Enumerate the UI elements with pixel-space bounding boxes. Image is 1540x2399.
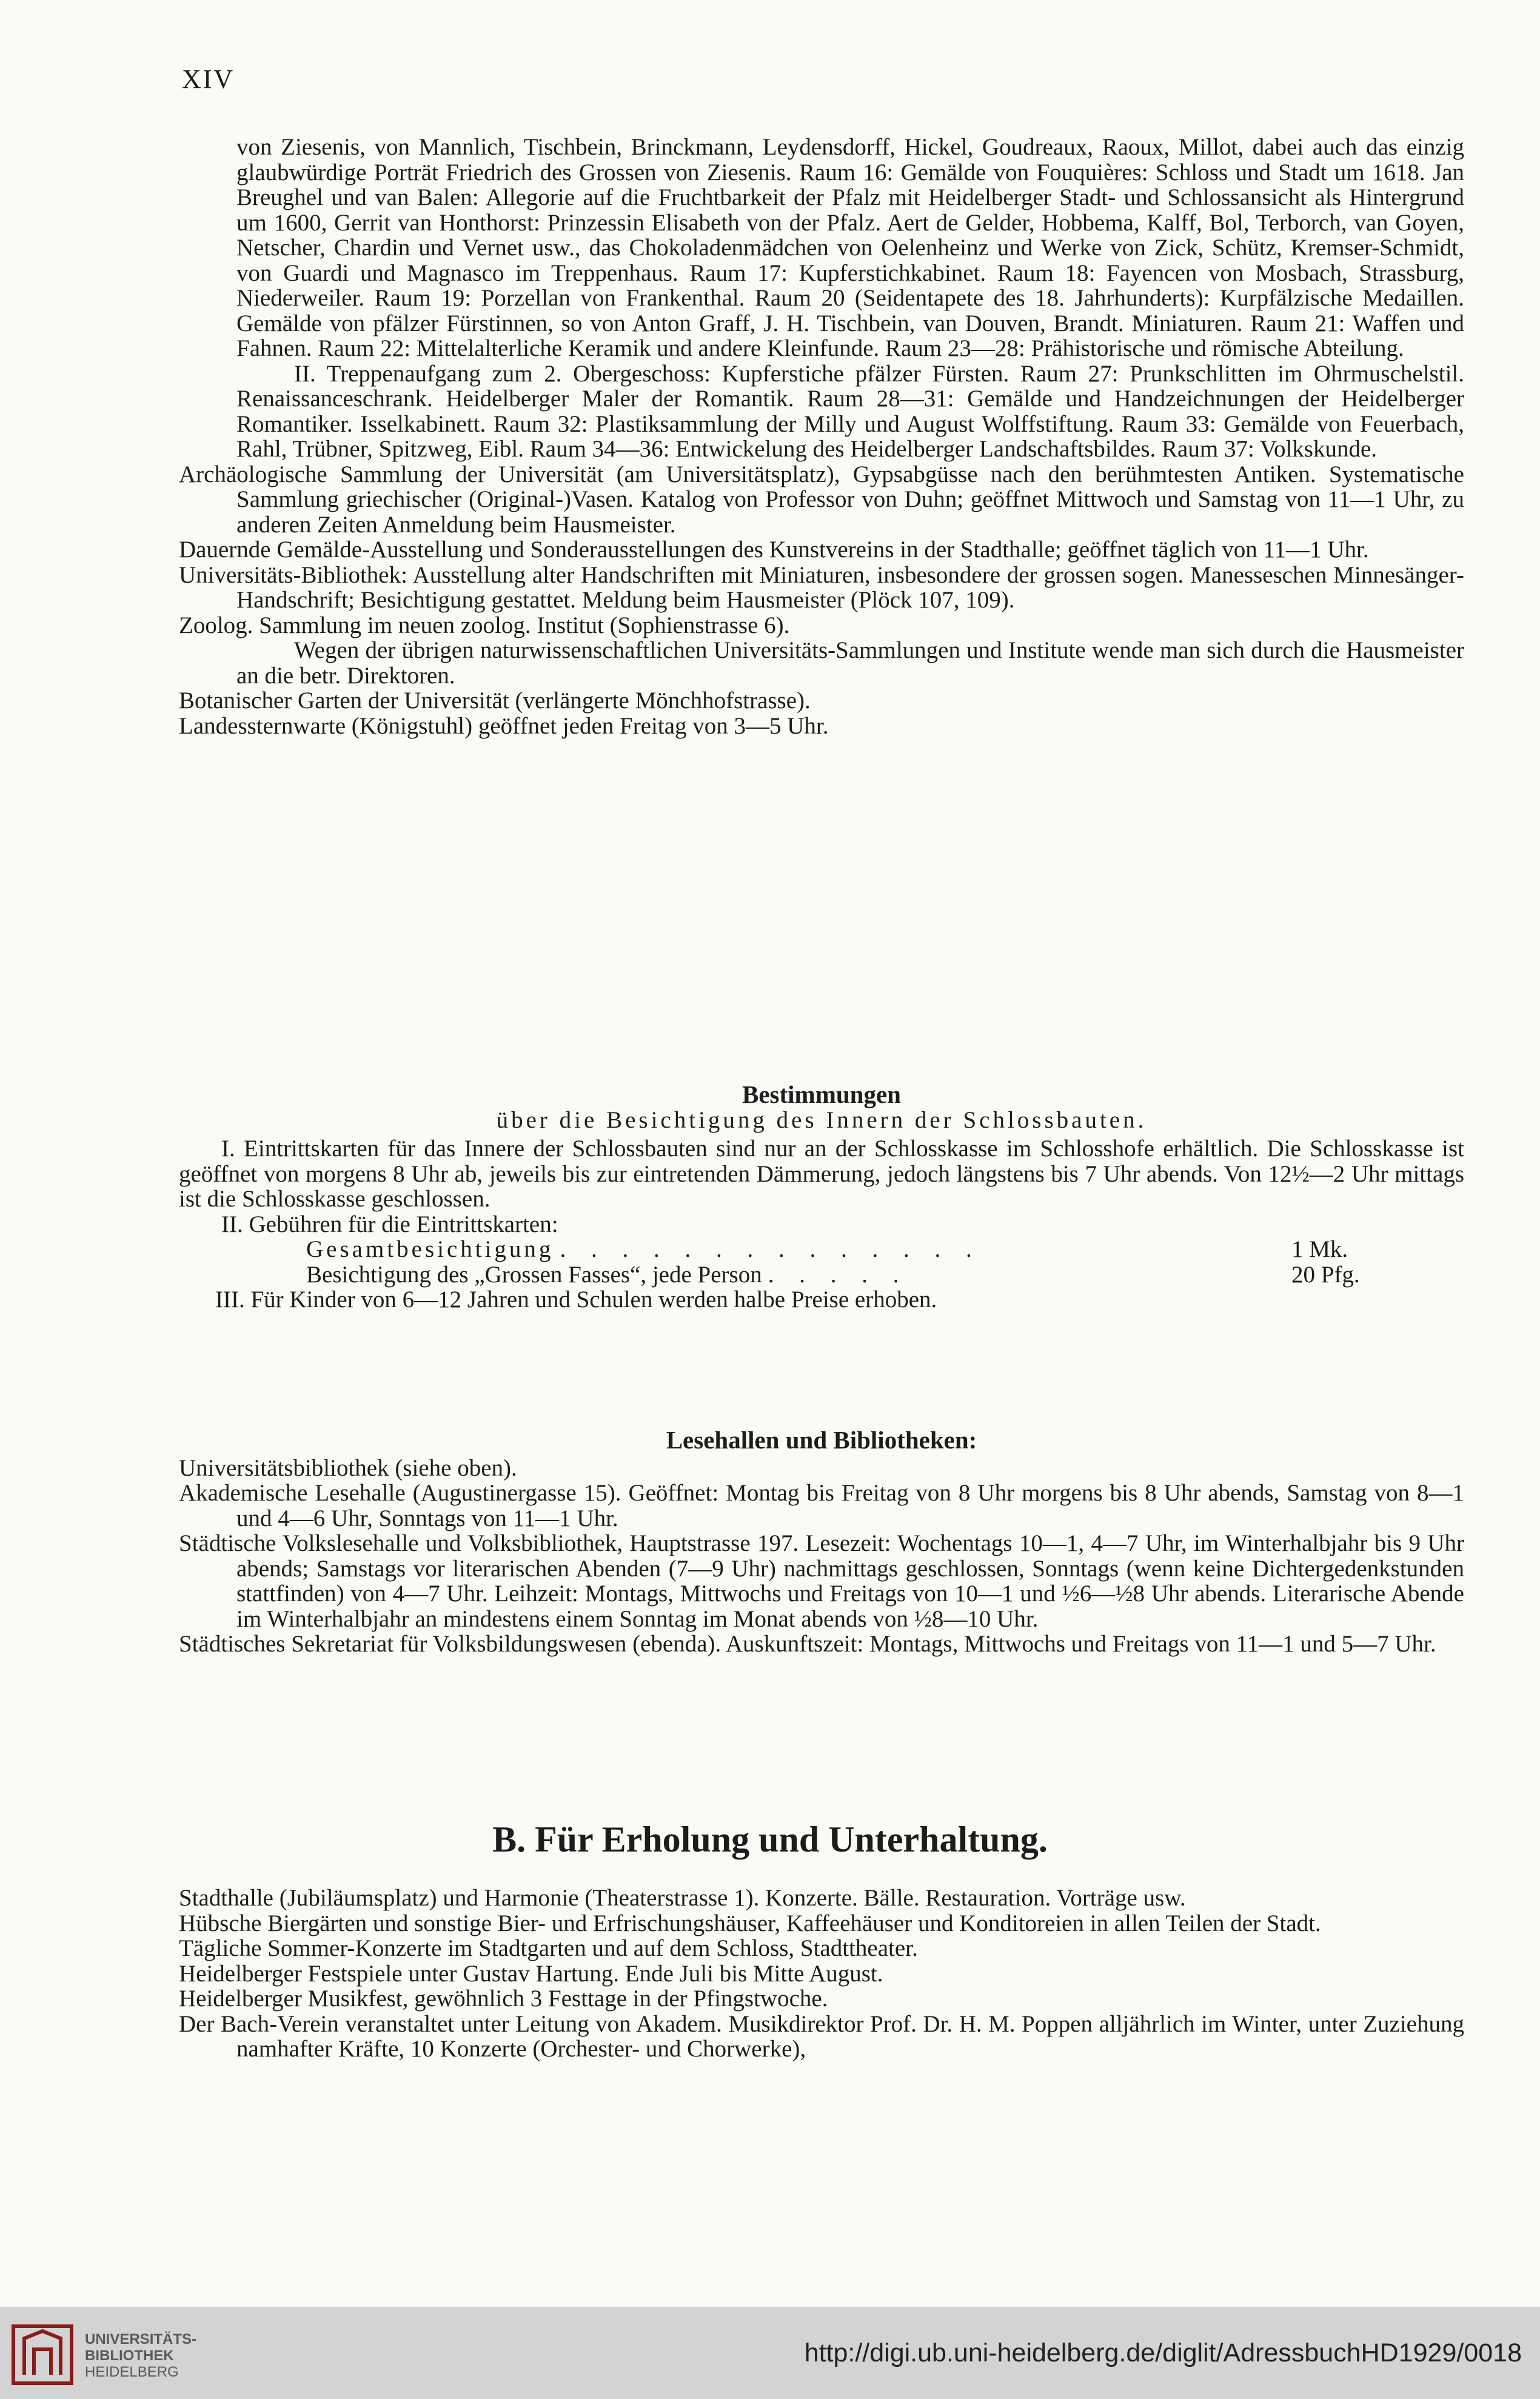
bestimmungen-subtitle: über die Besichtigung des Innern der Schlossbauten. bbox=[496, 1106, 1147, 1133]
footer-bar bbox=[0, 2307, 1540, 2399]
library-name-line: HEIDELBERG bbox=[85, 2364, 179, 2380]
page-number: XIV bbox=[182, 64, 235, 94]
paragraph-botanical: Botanischer Garten der Universität (verlängerte Mönchhofstrasse). bbox=[179, 688, 811, 714]
bestimmungen-item2-title: II. Gebühren für die Eintrittskarten: bbox=[221, 1211, 558, 1237]
library-name bbox=[85, 2331, 196, 2380]
section-b bbox=[179, 1885, 1464, 2062]
section-b-title: B. Für Erholung und Unterhaltung. bbox=[492, 1819, 1048, 1859]
lesehallen-title: Lesehallen und Bibliotheken: bbox=[666, 1426, 977, 1454]
lesehallen-section bbox=[179, 1428, 1464, 1657]
bestimmungen-title: Bestimmungen bbox=[742, 1080, 901, 1108]
section-b-entry: Hübsche Biergärten und sonstige Bier- und Erfrischungshäuser, Kaffeehäuser und Konditoreien in allen Teilen der Stadt. bbox=[179, 1910, 1321, 1936]
fee-row bbox=[306, 1237, 1391, 1262]
paragraph-rooms: von Ziesenis, von Mannlich, Tischbein, Brinckmann, Leydensdorff, Hickel, Goudreaux, Raoux, Millot, dabei auch das einzig glaubwürdige Porträt Friedrich des Grossen von Ziesenis. Raum 16: Gemälde von Fouquières: Schloss und Stadt um 1618. Jan Breughel und van Balen: Allegorie auf die Fruchtbarkeit der Pfalz mit Heidelberger Stadt- und Schlossansicht als Hintergrund um 1600, Gerrit van Honthorst: Prinzessin Elisabeth von der Pfalz. Aert de Gelder, Hobbema, Kalff, Bol, Terborch, van Goyen, Netscher, Chardin und Vernet usw., das Chokoladenmädchen von Oelenheinz und Werke von Zick, Schütz, Kremser-Schmidt, von Guardi und Magnasco im Treppenhaus. Raum 17: Kupferstichkabinet. Raum 18: Fayencen von Mosbach, Strassburg, Niederweiler. Raum 19: Porzellan von Frankenthal. Raum 20 (Seidentapete des 18. Jahrhunderts): Kurpfälzische Medaillen. Gemälde von pfälzer Fürstinnen, so von Anton Graff, J. H. Tischbein, van Douven, Brandt. Miniaturen. Raum 21: Waffen und Fahnen. Raum 22: Mittelalterliche Keramik und andere Kleinfunde. Raum 23—28: Prähistorische und römische Abteilung. bbox=[236, 134, 1464, 361]
fee-label: Besichtigung des „Grossen Fasses“, jede Person bbox=[306, 1261, 762, 1288]
section-b-entry: Heidelberger Festspiele unter Gustav Hartung. Ende Juli bis Mitte August. bbox=[179, 1960, 883, 1987]
fee-price: 20 Pfg. bbox=[1291, 1261, 1360, 1288]
museum-section bbox=[179, 135, 1464, 738]
fee-table bbox=[179, 1237, 1391, 1287]
section-b-entry: Der Bach-Verein veranstaltet unter Leitung von Akadem. Musikdirektor Prof. Dr. H. M. Poppen alljährlich im Winter, unter Zuziehung namhafter Kräfte, 10 Konzerte (Orchester- und Chorwerke), bbox=[179, 2010, 1464, 2062]
lesehallen-entry: Städtische Volkslesehalle und Volksbibliothek, Hauptstrasse 197. Lesezeit: Wochentags 10—1, 4—7 Uhr, im Winterhalbjahr bis 9 Uhr abends; Samstags vor literarischen Abenden (7—9 Uhr) nachmittags geschlossen, Sonntags (wenn keine Dichtergedenkstunden stattfinden) von 4—7 Uhr. Leihzeit: Montags, Mittwochs und Freitags von 10—1 und ½6—½8 Uhr abends. Literarische Abende im Winterhalbjahr an mindestens einem Sonntag im Monat abends von ½8—10 Uhr. bbox=[179, 1530, 1464, 1632]
fee-row bbox=[306, 1262, 1391, 1288]
paragraph-library: Universitäts-Bibliothek: Ausstellung alter Handschriften mit Miniaturen, insbesondere der grossen sogen. Manesseschen Minnesänger-Handschrift; Besichtigung gestattet. Meldung beim Hausmeister (Plöck 107, 109). bbox=[179, 561, 1464, 613]
section-b-entry: Stadthalle (Jubiläumsplatz) und Harmonie (Theaterstrasse 1). Konzerte. Bälle. Restauration. Vorträge usw. bbox=[179, 1885, 1186, 1911]
library-name-line: BIBLIOTHEK bbox=[85, 2347, 174, 2364]
section-b-entry: Tägliche Sommer-Konzerte im Stadtgarten und auf dem Schloss, Stadttheater. bbox=[179, 1935, 918, 1961]
paragraph-stairway: II. Treppenaufgang zum 2. Obergeschoss: Kupferstiche pfälzer Fürsten. Raum 27: Prunkschlitten im Ohrmuschelstil. Renaissanceschrank. Heidelberger Maler der Romantik. Raum 28—31: Gemälde und Handzeichnungen der Heidelberger Romantiker. Isselkabinett. Raum 32: Plastiksammlung der Milly und August Wolffstiftung. Raum 33: Gemälde von Feuerbach, Rahl, Trübner, Spitzweg, Eibl. Raum 34—36: Entwickelung des Heidelberger Landschaftsbildes. Raum 37: Volkskunde. bbox=[236, 360, 1464, 462]
paragraph-exhibition: Dauernde Gemälde-Ausstellung und Sonderausstellungen des Kunstvereins in der Stadthalle; geöffnet täglich von 11—1 Uhr. bbox=[179, 537, 1369, 563]
library-logo-icon bbox=[11, 2320, 74, 2386]
permalink-url[interactable]: http://digi.ub.uni-heidelberg.de/diglit/AdressbuchHD1929/0018 bbox=[804, 2338, 1522, 2367]
paragraph-zoology: Zoolog. Sammlung im neuen zoolog. Institut (Sophienstrasse 6). bbox=[179, 612, 790, 638]
fee-dots: . . . . . bbox=[768, 1262, 909, 1287]
paragraph-archaeology: Archäologische Sammlung der Universität (am Universitätsplatz), Gypsabgüsse nach den berühmtesten Antiken. Systematische Sammlung griechischer (Original-)Vasen. Katalog von Professor von Duhn; geöffnet Mittwoch und Samstag von 11—1 Uhr, zu anderen Zeiten Anmeldung beim Hausmeister. bbox=[179, 461, 1464, 538]
fee-dots: . . . . . . . . . . . . . . bbox=[560, 1237, 982, 1262]
library-name-line: UNIVERSITÄTS- bbox=[85, 2331, 197, 2347]
fee-price: 1 Mk. bbox=[1291, 1236, 1348, 1262]
bestimmungen-item1: I. Eintrittskarten für das Innere der Schlossbauten sind nur an der Schlosskasse im Schlosshofe erhältlich. Die Schlosskasse ist geöffnet von morgens 8 Uhr ab, jeweils bis zur eintretenden Dämmerung, jedoch längstens bis 7 Uhr abends. Von 12½—2 Uhr mittags ist die Schlosskasse geschlossen. bbox=[179, 1136, 1464, 1212]
section-b-entry: Heidelberger Musikfest, gewöhnlich 3 Festtage in der Pfingstwoche. bbox=[179, 1986, 828, 2012]
lesehallen-entry: Akademische Lesehalle (Augustinergasse 15). Geöffnet: Montag bis Freitag von 8 Uhr morgens bis 8 Uhr abends, Samstag von 8—1 und 4—6 Uhr, Sonntags von 11—1 Uhr. bbox=[179, 1480, 1464, 1531]
paragraph-other-collections: Wegen der übrigen naturwissenschaftlichen Universitäts-Sammlungen und Institute wende man sich durch die Hausmeister an die betr. Direktoren. bbox=[236, 637, 1464, 689]
bestimmungen-section bbox=[179, 1082, 1464, 1313]
lesehallen-entry: Universitätsbibliothek (siehe oben). bbox=[179, 1454, 517, 1481]
bestimmungen-item3: III. Für Kinder von 6—12 Jahren und Schulen werden halbe Preise erhoben. bbox=[215, 1286, 937, 1313]
lesehallen-entry: Städtisches Sekretariat für Volksbildungswesen (ebenda). Auskunftszeit: Montags, Mittwochs und Freitags von 11—1 und 5—7 Uhr. bbox=[179, 1631, 1436, 1657]
fee-label: Gesamtbesichtigung bbox=[306, 1236, 554, 1262]
paragraph-observatory: Landessternwarte (Königstuhl) geöffnet jeden Freitag von 3—5 Uhr. bbox=[179, 712, 829, 739]
